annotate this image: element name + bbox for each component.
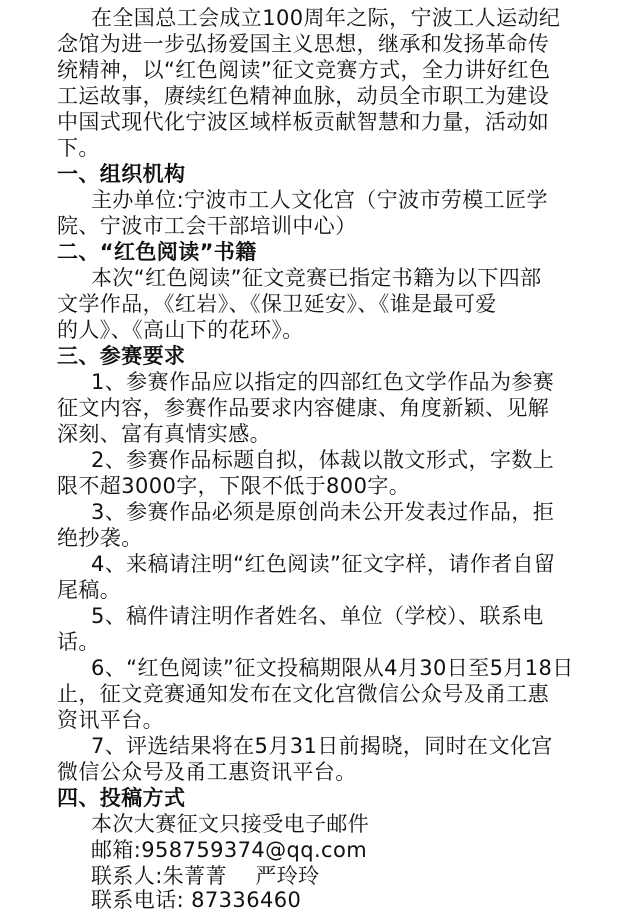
section3-line-6: 3、参赛作品必须是原创尚未公开发表过作品，拒 [91, 500, 555, 524]
submission-email: 邮箱:958759374@qq.com [91, 838, 368, 862]
section2-line-3: 的人》、《高山下的花环》。 [57, 318, 304, 342]
intro-line-2: 念馆为进一步弘扬爱国主义思想，继承和发扬革命传 [57, 32, 550, 56]
intro-line-6: 下。 [57, 136, 100, 160]
section3-line-2: 征文内容，参赛作品要求内容健康、角度新颖、见解 [57, 396, 550, 420]
section-heading-organization: 一、组织机构 [57, 162, 186, 186]
section3-line-8: 4、来稿请注明“红色阅读”征文字样，请作者自留 [91, 552, 556, 576]
section2-line-1: 本次“红色阅读”征文竞赛已指定书籍为以下四部 [91, 266, 542, 290]
section3-line-14: 资讯平台。 [57, 708, 164, 732]
section2-line-2: 文学作品，《红岩》、《保卫延安》、《谁是最可爱 [57, 292, 497, 316]
intro-line-5: 中国式现代化宁波区域样板贡献智慧和力量，活动如 [57, 110, 550, 134]
section3-line-9: 尾稿。 [57, 578, 122, 602]
section-heading-books: 二、“红色阅读”书籍 [57, 240, 257, 264]
section3-line-10: 5、稿件请注明作者姓名、单位（学校）、联系电 [91, 604, 544, 628]
section1-line-2: 院、宁波市工会干部培训中心） [57, 214, 357, 238]
section3-line-7: 绝抄袭。 [57, 526, 143, 550]
section1-line-1: 主办单位:宁波市工人文化宫（宁波市劳模工匠学 [91, 188, 548, 212]
section3-line-4: 2、参赛作品标题自拟，体裁以散文形式，字数上 [91, 448, 555, 472]
section-heading-submission: 四、投稿方式 [57, 786, 186, 810]
section-heading-requirements: 三、参赛要求 [57, 344, 186, 368]
section3-line-5: 限不超3000字，下限不低于800字。 [57, 474, 411, 498]
section3-line-1: 1、参赛作品应以指定的四部红色文学作品为参赛 [91, 370, 555, 394]
section3-line-11: 话。 [57, 630, 100, 654]
submission-contact-phone: 联系电话: 87336460 [91, 888, 302, 912]
section3-line-16: 微信公众号及甬工惠资讯平台。 [57, 760, 357, 784]
intro-line-3: 统精神，以“红色阅读”征文竞赛方式，全力讲好红色 [57, 58, 551, 82]
submission-note: 本次大赛征文只接受电子邮件 [91, 812, 370, 836]
section3-line-13: 止，征文竞赛通知发布在文化宫微信公众号及甬工惠 [57, 682, 550, 706]
intro-line-4: 工运故事，赓续红色精神血脉，动员全市职工为建设 [57, 84, 550, 108]
submission-contact-person: 联系人:朱菁菁 严玲玲 [91, 864, 320, 888]
section3-line-3: 深刻、富有真情实感。 [57, 422, 271, 446]
section3-line-15: 7、评选结果将在5月31日前揭晓，同时在文化宫 [91, 734, 553, 758]
section3-line-12: 6、“红色阅读”征文投稿期限从4月30日至5月18日 [91, 656, 574, 680]
intro-line-1: 在全国总工会成立100周年之际，宁波工人运动纪 [91, 6, 561, 30]
